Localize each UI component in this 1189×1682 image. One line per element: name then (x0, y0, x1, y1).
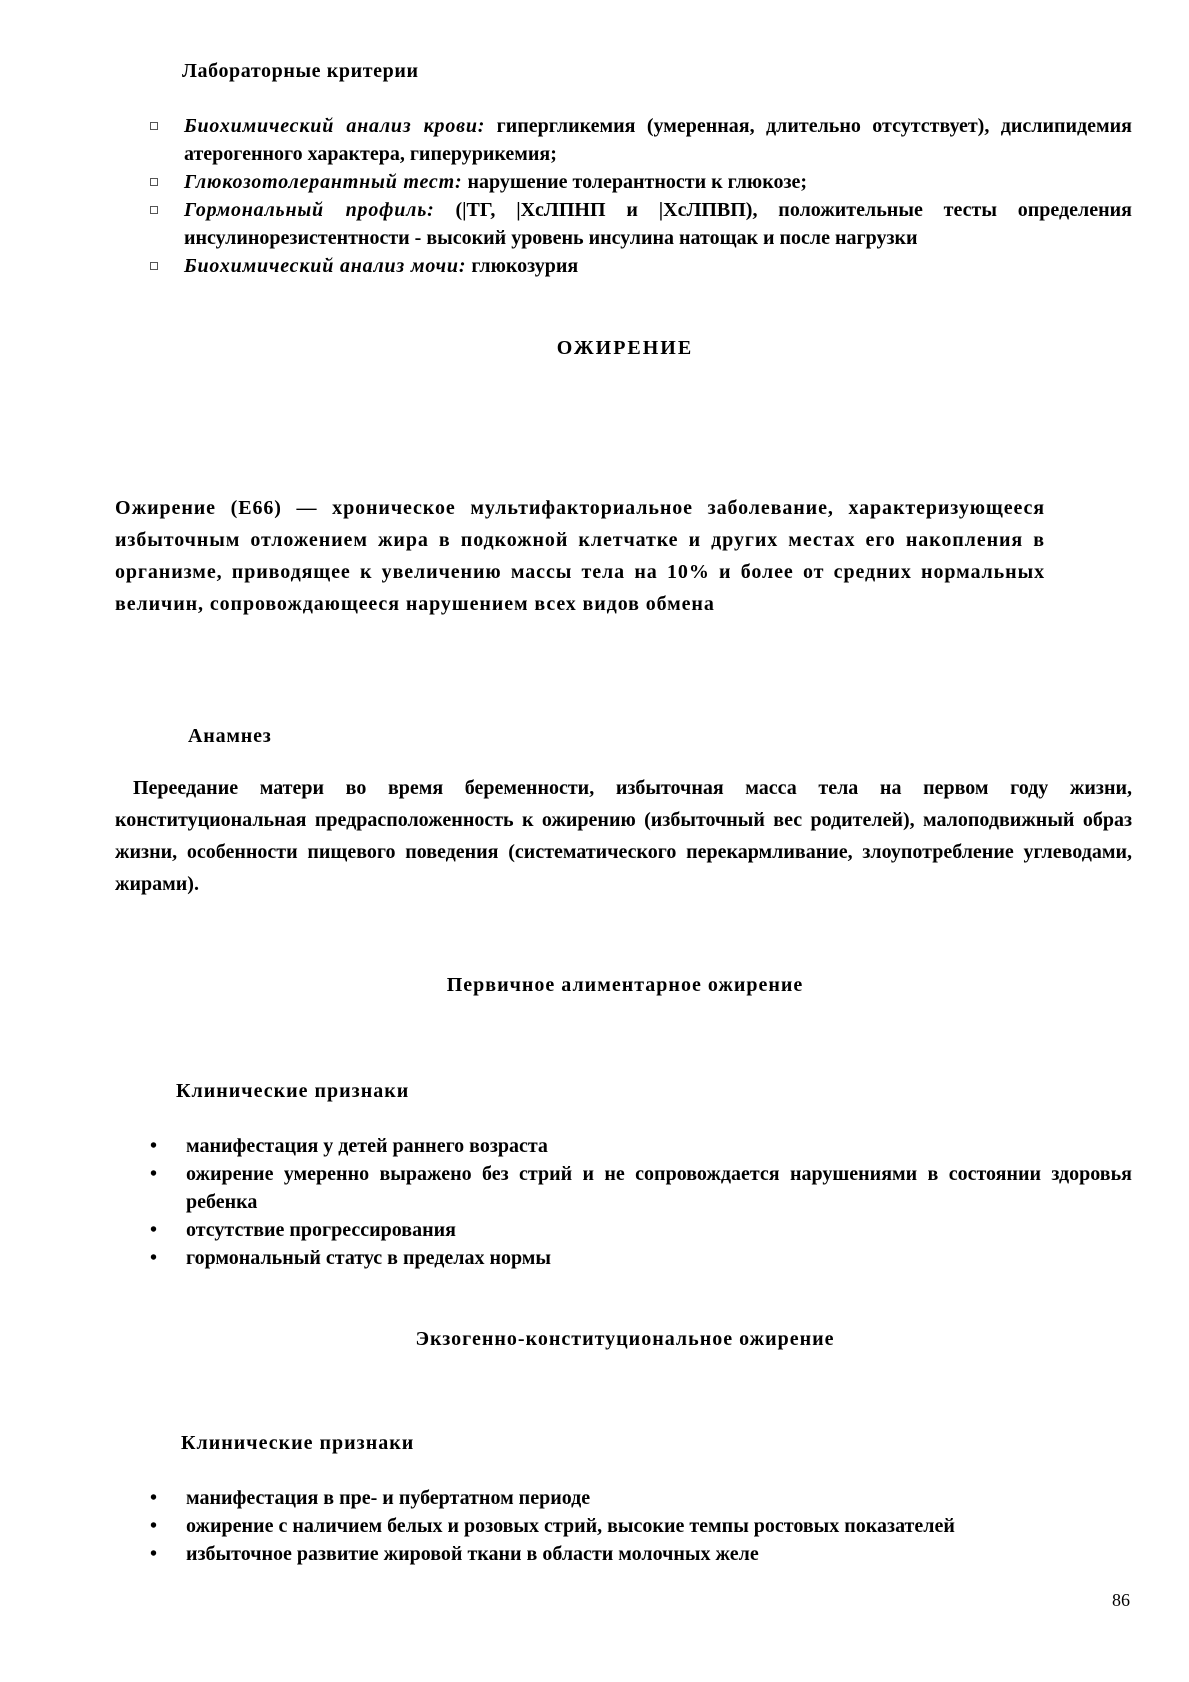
square-bullet-icon (150, 122, 158, 130)
list-item (150, 1540, 1132, 1568)
list-item (150, 1484, 1132, 1512)
primary-signs-list (150, 1132, 1132, 1272)
bullet-icon: • (150, 1543, 158, 1565)
anamnesis-text: Переедание матери во время беременности, избыточная масса тела на первом году жизни, конституциональная предрасположенность к ожирению (избыточный вес родителей), малоподвижный образ жизни, особенности пищевого поведения (систематического перекармливание, злоупотребление углеводами, жирами). (115, 777, 1132, 895)
item-label: Гормональный профиль: (184, 199, 435, 221)
list-item (150, 1512, 1132, 1540)
list-item (150, 252, 1132, 280)
clinical-signs-heading: Клинические признаки (181, 1432, 415, 1454)
item-label: Глюкозотолерантный тест: (184, 171, 463, 193)
item-text: гормональный статус в пределах нормы (186, 1247, 552, 1269)
square-bullet-icon (150, 206, 158, 214)
bullet-icon: • (150, 1135, 158, 1157)
item-text: гипергликемия (умеренная, длительно отсутствует), дислипидемия атерогенного характера, гиперурикемия; (184, 115, 1132, 165)
anamnesis-heading: Анамнез (188, 725, 272, 747)
list-item (150, 1216, 1132, 1244)
obesity-definition: Ожирение (Е66) — хроническое мультифакториальное заболевание, характеризующееся избыточным отложением жира в подкожной клетчатке и других местах его накопления в организме, приводящее к увеличению массы тела на 10% и более от средних нормальных величин, сопровождающееся нарушением всех видов обмена (115, 497, 1045, 615)
bullet-icon: • (150, 1219, 158, 1241)
item-text: избыточное развитие жировой ткани в области молочных желе (186, 1543, 759, 1565)
item-text: ожирение умеренно выражено без стрий и не сопровождается нарушениями в состоянии здоровья ребенка (186, 1163, 1132, 1213)
item-text: глюкозурия (466, 255, 579, 277)
exogenous-obesity-title: Экзогенно-конституциональное ожирение (415, 1328, 835, 1350)
lab-criteria-heading: Лабораторные критерии (182, 60, 419, 82)
bullet-icon: • (150, 1163, 158, 1185)
page-number: 86 (1112, 1590, 1130, 1610)
obesity-title: ОЖИРЕНИЕ (556, 337, 694, 359)
item-label: Биохимический анализ крови: (184, 115, 486, 137)
primary-obesity-title: Первичное алиментарное ожирение (446, 974, 804, 996)
list-item (150, 196, 1132, 252)
square-bullet-icon (150, 178, 158, 186)
clinical-signs-heading: Клинические признаки (176, 1080, 410, 1102)
lab-criteria-list (150, 112, 1132, 280)
list-item (150, 168, 1132, 196)
item-text: нарушение толерантности к глюкозе; (462, 171, 808, 193)
item-label: Биохимический анализ мочи: (184, 255, 467, 277)
bullet-icon: • (150, 1515, 158, 1537)
item-text: ожирение с наличием белых и розовых стрий, высокие темпы ростовых показателей (186, 1515, 955, 1537)
list-item (150, 112, 1132, 168)
bullet-icon: • (150, 1487, 158, 1509)
square-bullet-icon (150, 262, 158, 270)
item-text: (|ТГ, |ХсЛПНП и |ХсЛПВП), положительные тесты определения инсулинорезистентности - высокий уровень инсулина натощак и после нагрузки (184, 199, 1132, 249)
item-text: манифестация у детей раннего возраста (186, 1135, 548, 1157)
item-text: отсутствие прогрессирования (186, 1219, 456, 1241)
bullet-icon: • (150, 1247, 158, 1269)
item-text: манифестация в пре- и пубертатном периоде (186, 1487, 591, 1509)
list-item (150, 1132, 1132, 1160)
list-item (150, 1160, 1132, 1216)
list-item (150, 1244, 1132, 1272)
exogenous-signs-list (150, 1484, 1132, 1568)
